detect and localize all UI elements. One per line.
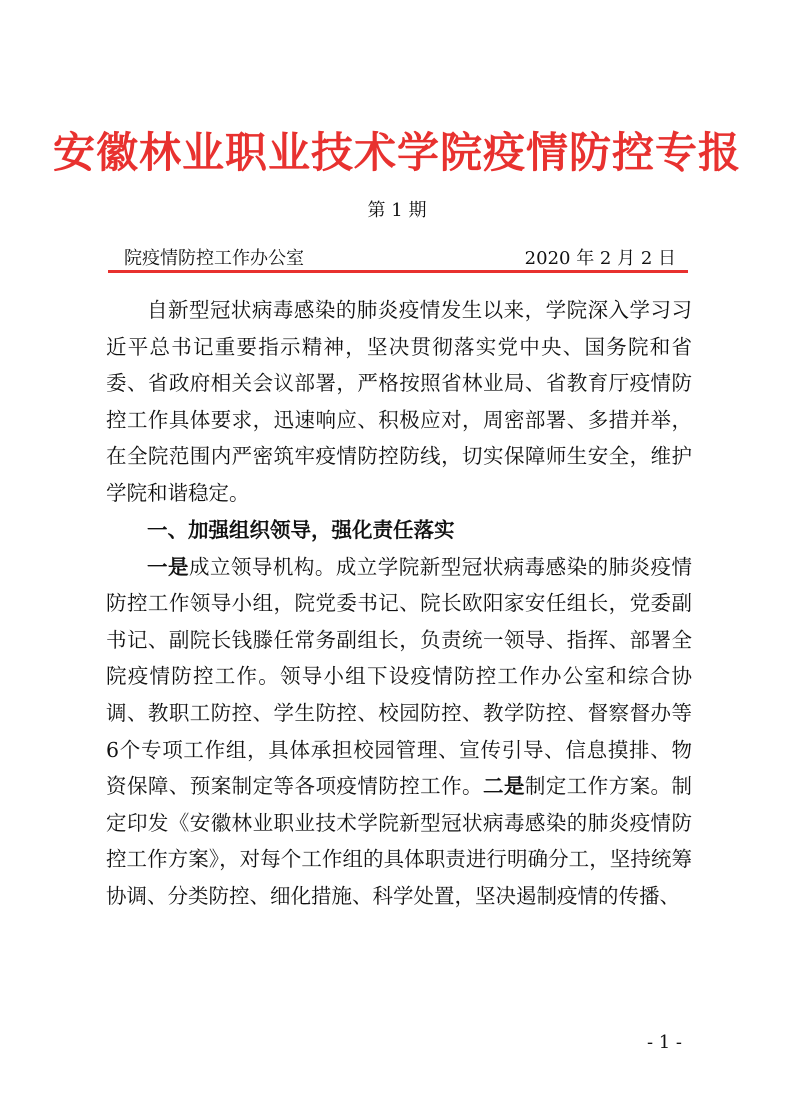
page-number: - 1 -	[646, 1032, 682, 1053]
point-lead: 二是	[483, 774, 525, 799]
point-text: 制定工作方案。制定印发《安徽林业职业技术学院新型冠状病毒感染的肺炎疫情防控工作方案》，对每个工作组的具体职责进行明确分工，坚持统筹协调、分类防控、细化措施、科学处置，坚决遏制疫情的传播、	[106, 774, 693, 908]
section-paragraph	[106, 549, 692, 915]
issue-number: 第 1 期	[367, 200, 427, 221]
issue-date: 2020 年 2 月 2 日	[524, 248, 676, 269]
point-text: 成立领导机构。成立学院新型冠状病毒感染的肺炎疫情防控工作领导小组，院党委书记、院长欧阳家安任组长，党委副书记、副院长钱滕任常务副组长，负责统一领导、指挥、部署全院疫情防控工作。领导小组下设疫情防控工作办公室和综合协调、教职工防控、学生防控、校园防控、教学防控、督察督办等6个专项工作组，具体承担校园管理、宣传引导、信息摸排、物资保障、预案制定等各项疫情防控工作。	[106, 554, 693, 799]
issuing-office: 院疫情防控工作办公室	[124, 248, 304, 269]
section-heading: 一、加强组织领导，强化责任落实	[147, 517, 455, 542]
report-body	[106, 292, 692, 915]
intro-paragraph: 自新型冠状病毒感染的肺炎疫情发生以来，学院深入学习习近平总书记重要指示精神，坚决贯彻落实党中央、国务院和省委、省政府相关会议部署，严格按照省林业局、省教育厅疫情防控工作具体要求，迅速响应、积极应对，周密部署、多措并举，在全院范围内严密筑牢疫情防控防线，切实保障师生安全，维护学院和谐稳定。	[106, 298, 692, 505]
point-lead: 一是	[147, 554, 189, 579]
red-divider-line	[108, 270, 688, 273]
report-title: 安徽林业职业技术学院疫情防控专报	[52, 128, 741, 177]
